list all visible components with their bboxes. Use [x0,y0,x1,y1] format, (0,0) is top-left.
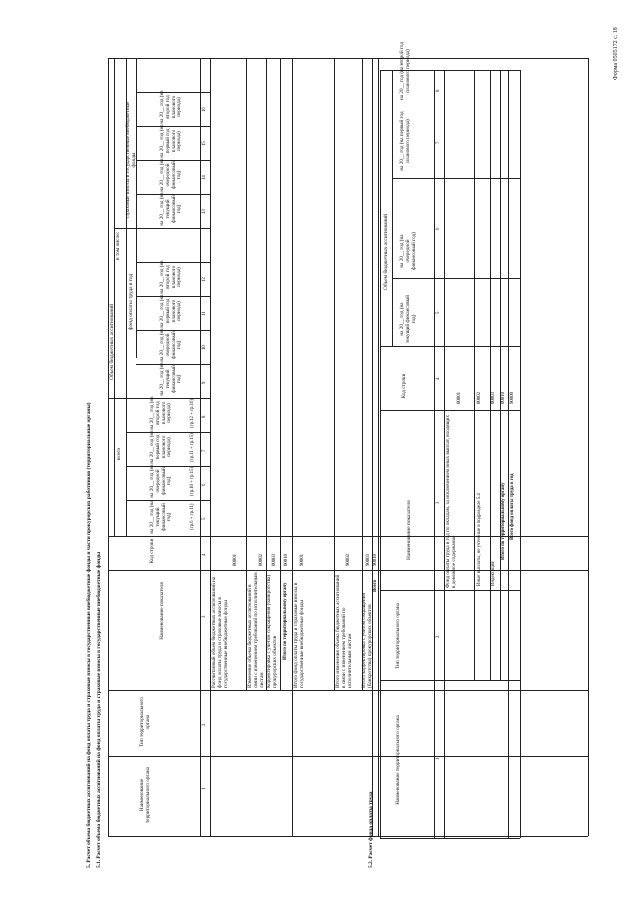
t1-colnum-3: 3 [202,615,207,618]
t1-header-sub-all: всего [116,447,122,460]
t1-colnum-1: 1 [202,787,207,790]
t2-period-7: на 20__ год (на первый год планового периода) [399,111,411,171]
t2-header-indicator: Наименование показателя [406,500,412,560]
t1-colnum-13: 13 [202,209,207,214]
t2-row-label: Фонд оплаты труда в год по окладам, за исключением иных выплат, входящих в денежное содержание [445,415,457,588]
t2-period-8: на 20__ год (на второй год планового периода) [399,42,411,100]
t1-row-code: 90003 [366,554,371,566]
t1-header-type-org: Тип территориального органа [139,697,151,747]
t2-row-code: 00010 [501,392,506,404]
t1-row-label: Итого по территориальному органу [283,582,288,660]
t1-row-code: 00001 [233,554,238,566]
t2-colnum-2: 2 [436,635,441,638]
t1-row-label: Итого корректировка с учетом сокращения (банкротства) прокурорских объектов [361,593,373,688]
t1-total-code: 90010 [373,554,378,566]
t2-header-type-org: Тип территориального органа [395,603,401,669]
t2-colnum-1: 1 [436,757,441,760]
t2-colnum-3: 3 [436,501,441,504]
t1-colnum-10: 10 [202,345,207,350]
section-5-1-title: 5.1. Расчет объема бюджетных ассигнований на фонд оплаты труда и страховые взносы в государственные внебюджетные фонды [96,551,102,868]
t1-colnum-14: 14 [202,175,207,180]
t1-row-code: 90002 [346,554,351,566]
t2-colnum-4: 4 [436,377,441,380]
t1-period-12: на 20__ год (на второй год планового периода) [159,260,183,294]
section-5-2-title: 5.2. Расчет фонда оплаты труда [368,791,374,868]
t1-colnum-8: 8 [202,415,207,418]
t1-header-indicator: Наименование показателя [159,582,165,640]
t1-colnum-5: 5 [202,517,207,520]
t1-header-sub-incl: в том числе: [115,231,121,260]
t1-period-15: на 20__ год (на первый год планового периода) [159,124,183,158]
t2-row-code: 00003 [491,392,496,404]
t1-colnum-11: 11 [202,311,207,316]
t2-period-6: на 20__ год (на очередной финансовый год) [399,232,417,270]
t2-total-code: 90000 [510,392,515,404]
t2-row-code: 00001 [457,392,462,404]
t1-colnum-2: 2 [202,723,207,726]
t1-period-5: на 20__ год (на текущий финансовый год) [149,500,173,534]
t1-row-label: Корректировка с учетом сокращения (банкротства) прокурорских объектов [266,574,278,688]
t1-colnum-16: 16 [202,107,207,112]
t1-header-sub-ins: страховые взносы в государственные внебюджетные фонды [125,101,137,219]
t1-colnum-4: 4 [202,553,207,556]
t1-row-code: 00010 [284,554,289,566]
t1-colnum-12: 12 [202,277,207,282]
section-5-title: 5. Расчет объема бюджетных ассигнований на фонд оплаты труда и страховые взносы в государственные внебюджетные фонды и части прокурорских работников (территориальные органы) [86,402,92,868]
t1-period-9: на 20__ год (на текущий финансовый год) [159,362,183,396]
t2-colnum-7: 7 [436,141,441,144]
t1-row-code: 90001 [300,554,305,566]
t1-period-13: на 20__ год (на текущий финансовый год) [159,192,183,226]
t1-header-name-org: Наименование территориального органа [139,767,151,823]
t2-row-code: 00002 [477,392,482,404]
t1-colnum-15: 15 [202,141,207,146]
t1-colnum-6: 6 [202,483,207,486]
t2-colnum-5: 5 [436,311,441,314]
t1-period-14: на 20__ год (на очередной финансовый год) [159,158,183,192]
t2-colnum-6: 6 [436,227,441,230]
t2-total-label: Всего фонд оплаты труда в год [510,473,515,540]
t2-header-code: Код строки [401,373,407,399]
t1-row-label: Рассчитанный объем бюджетных ассигнований на фонд оплаты труда и страховые взносы в государственные внебюджетные фонды [211,576,229,688]
t1-header-group-total: Объем бюджетных ассигнований [109,303,115,380]
t1-header-sub-fot: фонд оплаты труда в год [128,273,134,330]
t2-row-label: Иные выплаты, не учтенные в подразделе 5.4 [477,493,482,586]
t1-colnum-9: 9 [202,381,207,384]
t1-period-10: на 20__ год (на очередной финансовый год) [159,328,183,362]
t1-row-code: 00003 [272,554,277,566]
t1-row-label: Итого фонд оплаты труда и страховые взносы в государственные внебюджетные фонды [293,582,305,688]
t1-row-label: Изменение объема бюджетных ассигнований в связи с изменением требований по исполнительным листам [247,572,265,688]
t1-formula-7: (гр.11 + гр.15) [190,433,195,462]
t1-period-7: на 20__ год (на первый год планового периода) [149,430,173,464]
t1-row-code: 00002 [259,554,264,566]
t1-period-6: на 20__ год (на очередной финансовый год) [149,464,173,498]
t1-formula-6: (гр.10 + гр.15) [190,466,195,496]
form-label: Форма 0505172 с. 18 [613,27,619,80]
t2-header-group-total: Объем бюджетных ассигнований [383,213,389,290]
t1-colnum-7: 7 [202,449,207,452]
t1-period-11: на 20__ год (на первый год планового периода) [159,294,183,328]
t2-header-name-org: Наименование территориального органа [395,715,401,805]
t1-formula-8: (гр.12 + гр.16) [190,398,195,428]
t2-colnum-8: 8 [436,89,441,92]
t1-header-code: Код строки [149,538,155,564]
t1-period-16: на 20__ год (на второй год планового периода) [159,90,183,124]
t2-row-label: Индексация [491,561,496,586]
t1-total-label: Всего [373,580,378,592]
t2-row-label: Итого по территориальному органу [501,482,506,560]
t1-row-label: Итого изменения объема бюджетных ассигнований в связи с изменением требований по исполнительным листам [335,574,353,688]
t2-period-5: на 20__ год (на текущий финансовый год) [399,294,417,344]
t1-period-8: на 20__ год (на второй год планового периода) [149,396,173,430]
t1-formula-5: (гр.6 + гр.11) [190,503,195,530]
